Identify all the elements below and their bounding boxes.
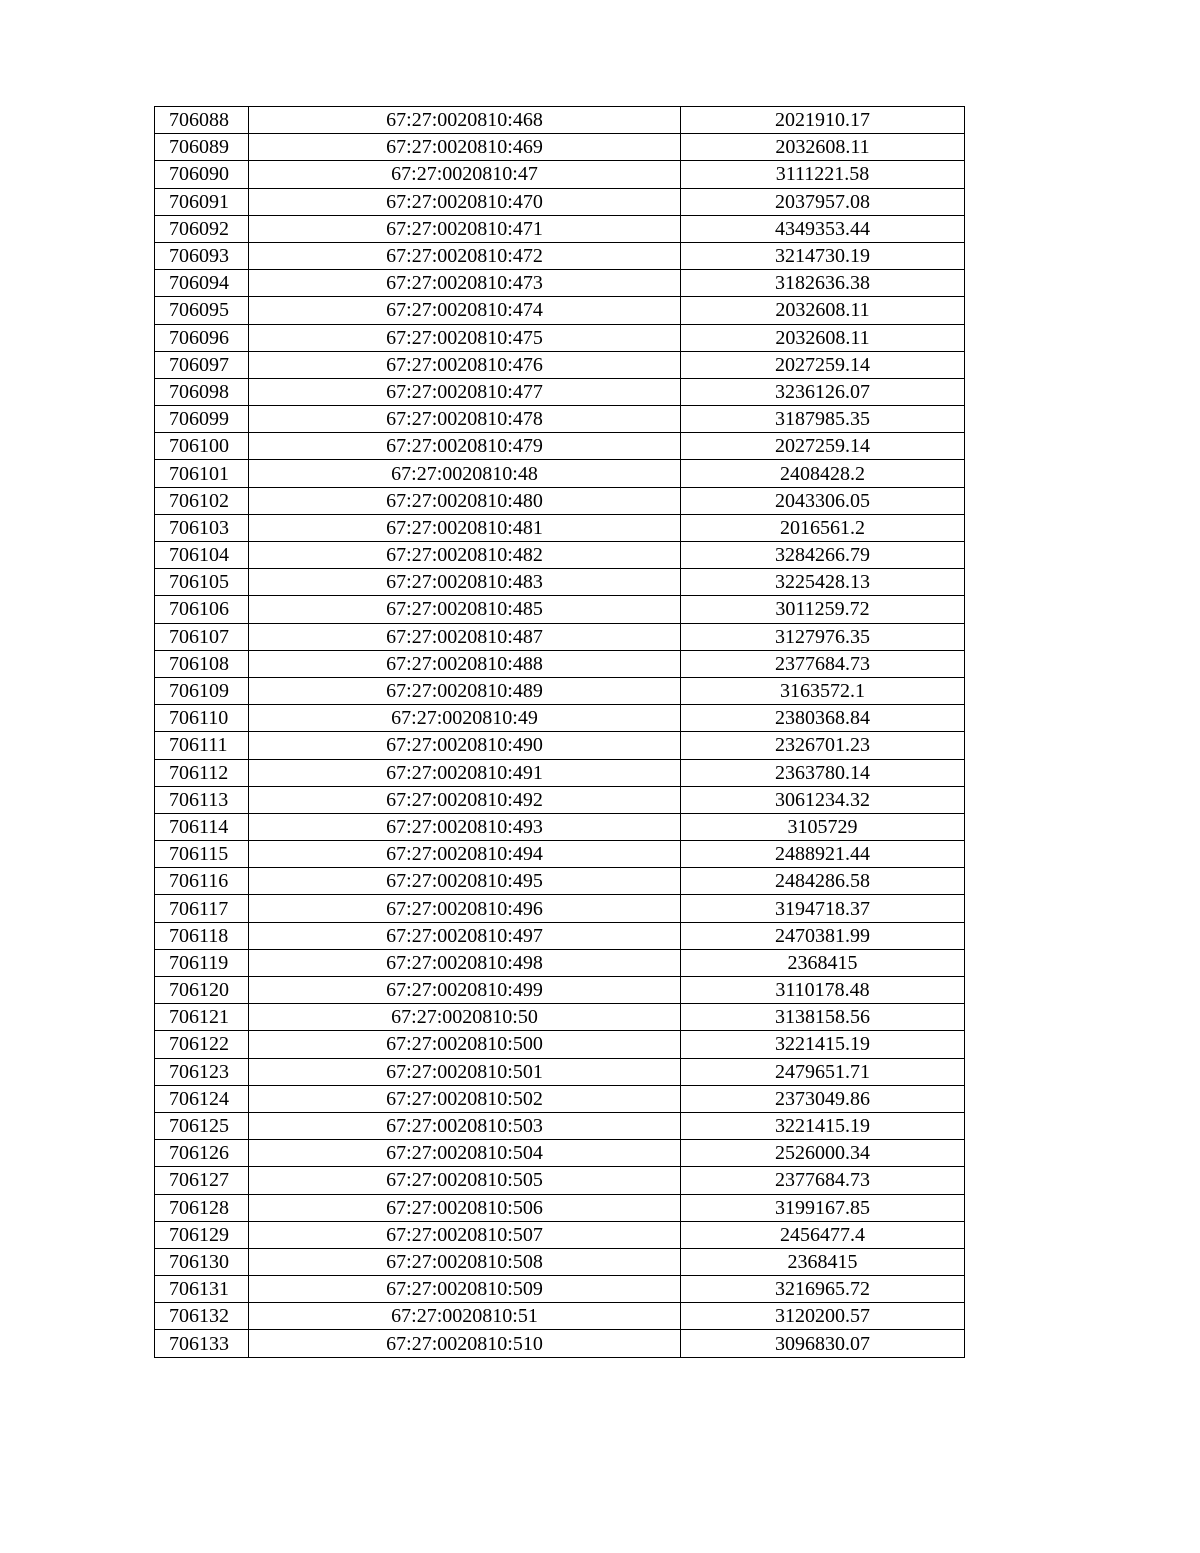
row-id-cell: 706127 bbox=[155, 1167, 249, 1194]
cadastral-value-cell: 2373049.86 bbox=[681, 1085, 965, 1112]
cadastral-value-cell: 2027259.14 bbox=[681, 351, 965, 378]
cadastral-number-cell: 67:27:0020810:470 bbox=[249, 188, 681, 215]
cadastral-number-cell: 67:27:0020810:502 bbox=[249, 1085, 681, 1112]
row-id-cell: 706107 bbox=[155, 623, 249, 650]
table-row bbox=[155, 949, 965, 976]
table-row bbox=[155, 242, 965, 269]
table-row bbox=[155, 215, 965, 242]
cadastral-number-cell: 67:27:0020810:471 bbox=[249, 215, 681, 242]
table-row bbox=[155, 1004, 965, 1031]
table-row bbox=[155, 732, 965, 759]
cadastral-number-cell: 67:27:0020810:495 bbox=[249, 868, 681, 895]
cadastral-number-cell: 67:27:0020810:507 bbox=[249, 1221, 681, 1248]
row-id-cell: 706130 bbox=[155, 1248, 249, 1275]
cadastral-number-cell: 67:27:0020810:47 bbox=[249, 161, 681, 188]
cadastral-value-cell: 2479651.71 bbox=[681, 1058, 965, 1085]
cadastral-number-cell: 67:27:0020810:503 bbox=[249, 1112, 681, 1139]
table-row bbox=[155, 1167, 965, 1194]
row-id-cell: 706088 bbox=[155, 107, 249, 134]
cadastral-value-cell: 3138158.56 bbox=[681, 1004, 965, 1031]
row-id-cell: 706090 bbox=[155, 161, 249, 188]
row-id-cell: 706115 bbox=[155, 841, 249, 868]
row-id-cell: 706116 bbox=[155, 868, 249, 895]
cadastral-value-cell: 2037957.08 bbox=[681, 188, 965, 215]
cadastral-number-cell: 67:27:0020810:476 bbox=[249, 351, 681, 378]
cadastral-value-cell: 3214730.19 bbox=[681, 242, 965, 269]
cadastral-value-cell: 2377684.73 bbox=[681, 1167, 965, 1194]
cadastral-number-cell: 67:27:0020810:493 bbox=[249, 813, 681, 840]
table-row bbox=[155, 542, 965, 569]
table-row bbox=[155, 1194, 965, 1221]
cadastral-number-cell: 67:27:0020810:487 bbox=[249, 623, 681, 650]
cadastral-number-cell: 67:27:0020810:468 bbox=[249, 107, 681, 134]
table-row bbox=[155, 324, 965, 351]
row-id-cell: 706129 bbox=[155, 1221, 249, 1248]
cadastral-number-cell: 67:27:0020810:51 bbox=[249, 1303, 681, 1330]
cadastral-number-cell: 67:27:0020810:49 bbox=[249, 705, 681, 732]
cadastral-value-cell: 2526000.34 bbox=[681, 1140, 965, 1167]
cadastral-value-cell: 3236126.07 bbox=[681, 378, 965, 405]
table-row bbox=[155, 161, 965, 188]
cadastral-number-cell: 67:27:0020810:472 bbox=[249, 242, 681, 269]
table-row bbox=[155, 107, 965, 134]
cadastral-number-cell: 67:27:0020810:481 bbox=[249, 514, 681, 541]
cadastral-number-cell: 67:27:0020810:482 bbox=[249, 542, 681, 569]
table-row bbox=[155, 596, 965, 623]
cadastral-value-cell: 3221415.19 bbox=[681, 1112, 965, 1139]
table-row bbox=[155, 270, 965, 297]
table-row bbox=[155, 351, 965, 378]
cadastral-value-cell: 3111221.58 bbox=[681, 161, 965, 188]
cadastral-value-cell: 3163572.1 bbox=[681, 677, 965, 704]
cadastral-value-cell: 3221415.19 bbox=[681, 1031, 965, 1058]
row-id-cell: 706131 bbox=[155, 1276, 249, 1303]
cadastral-value-table bbox=[154, 106, 965, 1358]
cadastral-number-cell: 67:27:0020810:498 bbox=[249, 949, 681, 976]
cadastral-number-cell: 67:27:0020810:510 bbox=[249, 1330, 681, 1357]
row-id-cell: 706114 bbox=[155, 813, 249, 840]
cadastral-number-cell: 67:27:0020810:491 bbox=[249, 759, 681, 786]
table-row bbox=[155, 297, 965, 324]
table-row bbox=[155, 677, 965, 704]
cadastral-number-cell: 67:27:0020810:496 bbox=[249, 895, 681, 922]
cadastral-value-cell: 3199167.85 bbox=[681, 1194, 965, 1221]
table-row bbox=[155, 1031, 965, 1058]
table-row bbox=[155, 813, 965, 840]
row-id-cell: 706095 bbox=[155, 297, 249, 324]
row-id-cell: 706112 bbox=[155, 759, 249, 786]
cadastral-number-cell: 67:27:0020810:494 bbox=[249, 841, 681, 868]
cadastral-number-cell: 67:27:0020810:478 bbox=[249, 406, 681, 433]
row-id-cell: 706105 bbox=[155, 569, 249, 596]
cadastral-value-cell: 2326701.23 bbox=[681, 732, 965, 759]
table-row bbox=[155, 1140, 965, 1167]
row-id-cell: 706094 bbox=[155, 270, 249, 297]
row-id-cell: 706132 bbox=[155, 1303, 249, 1330]
cadastral-value-cell: 2368415 bbox=[681, 1248, 965, 1275]
cadastral-value-cell: 2032608.11 bbox=[681, 134, 965, 161]
row-id-cell: 706122 bbox=[155, 1031, 249, 1058]
cadastral-value-cell: 3105729 bbox=[681, 813, 965, 840]
table-row bbox=[155, 1221, 965, 1248]
row-id-cell: 706100 bbox=[155, 433, 249, 460]
cadastral-value-cell: 3061234.32 bbox=[681, 786, 965, 813]
cadastral-number-cell: 67:27:0020810:479 bbox=[249, 433, 681, 460]
cadastral-value-cell: 2016561.2 bbox=[681, 514, 965, 541]
row-id-cell: 706124 bbox=[155, 1085, 249, 1112]
cadastral-number-cell: 67:27:0020810:477 bbox=[249, 378, 681, 405]
row-id-cell: 706118 bbox=[155, 922, 249, 949]
cadastral-number-cell: 67:27:0020810:473 bbox=[249, 270, 681, 297]
table-row bbox=[155, 1058, 965, 1085]
cadastral-value-cell: 2488921.44 bbox=[681, 841, 965, 868]
cadastral-value-cell: 3284266.79 bbox=[681, 542, 965, 569]
cadastral-value-cell: 3120200.57 bbox=[681, 1303, 965, 1330]
cadastral-value-cell: 2021910.17 bbox=[681, 107, 965, 134]
cadastral-number-cell: 67:27:0020810:48 bbox=[249, 460, 681, 487]
cadastral-value-cell: 2043306.05 bbox=[681, 487, 965, 514]
table-row bbox=[155, 433, 965, 460]
cadastral-value-cell: 2456477.4 bbox=[681, 1221, 965, 1248]
cadastral-value-cell: 3216965.72 bbox=[681, 1276, 965, 1303]
row-id-cell: 706104 bbox=[155, 542, 249, 569]
row-id-cell: 706106 bbox=[155, 596, 249, 623]
cadastral-number-cell: 67:27:0020810:489 bbox=[249, 677, 681, 704]
table-row bbox=[155, 1085, 965, 1112]
cadastral-value-cell: 2377684.73 bbox=[681, 650, 965, 677]
cadastral-value-cell: 3127976.35 bbox=[681, 623, 965, 650]
cadastral-number-cell: 67:27:0020810:505 bbox=[249, 1167, 681, 1194]
row-id-cell: 706111 bbox=[155, 732, 249, 759]
cadastral-value-cell: 2484286.58 bbox=[681, 868, 965, 895]
row-id-cell: 706108 bbox=[155, 650, 249, 677]
cadastral-number-cell: 67:27:0020810:485 bbox=[249, 596, 681, 623]
row-id-cell: 706103 bbox=[155, 514, 249, 541]
cadastral-number-cell: 67:27:0020810:504 bbox=[249, 1140, 681, 1167]
cadastral-number-cell: 67:27:0020810:480 bbox=[249, 487, 681, 514]
table-row bbox=[155, 759, 965, 786]
cadastral-number-cell: 67:27:0020810:488 bbox=[249, 650, 681, 677]
table-row bbox=[155, 487, 965, 514]
table-row bbox=[155, 786, 965, 813]
cadastral-number-cell: 67:27:0020810:508 bbox=[249, 1248, 681, 1275]
table-body bbox=[155, 107, 965, 1358]
cadastral-value-cell: 2032608.11 bbox=[681, 324, 965, 351]
cadastral-value-cell: 2368415 bbox=[681, 949, 965, 976]
cadastral-value-cell: 3194718.37 bbox=[681, 895, 965, 922]
table-row bbox=[155, 1112, 965, 1139]
row-id-cell: 706096 bbox=[155, 324, 249, 351]
row-id-cell: 706110 bbox=[155, 705, 249, 732]
cadastral-value-cell: 2363780.14 bbox=[681, 759, 965, 786]
table-row bbox=[155, 134, 965, 161]
table-row bbox=[155, 514, 965, 541]
row-id-cell: 706128 bbox=[155, 1194, 249, 1221]
cadastral-number-cell: 67:27:0020810:509 bbox=[249, 1276, 681, 1303]
cadastral-number-cell: 67:27:0020810:501 bbox=[249, 1058, 681, 1085]
cadastral-value-cell: 2470381.99 bbox=[681, 922, 965, 949]
cadastral-number-cell: 67:27:0020810:50 bbox=[249, 1004, 681, 1031]
row-id-cell: 706102 bbox=[155, 487, 249, 514]
row-id-cell: 706093 bbox=[155, 242, 249, 269]
cadastral-value-cell: 2380368.84 bbox=[681, 705, 965, 732]
row-id-cell: 706126 bbox=[155, 1140, 249, 1167]
cadastral-number-cell: 67:27:0020810:497 bbox=[249, 922, 681, 949]
row-id-cell: 706098 bbox=[155, 378, 249, 405]
row-id-cell: 706092 bbox=[155, 215, 249, 242]
row-id-cell: 706133 bbox=[155, 1330, 249, 1357]
table-row bbox=[155, 378, 965, 405]
cadastral-value-cell: 3110178.48 bbox=[681, 977, 965, 1004]
table-row bbox=[155, 977, 965, 1004]
cadastral-value-cell: 2027259.14 bbox=[681, 433, 965, 460]
cadastral-value-cell: 4349353.44 bbox=[681, 215, 965, 242]
row-id-cell: 706109 bbox=[155, 677, 249, 704]
table-row bbox=[155, 895, 965, 922]
cadastral-number-cell: 67:27:0020810:469 bbox=[249, 134, 681, 161]
row-id-cell: 706120 bbox=[155, 977, 249, 1004]
table-row bbox=[155, 1303, 965, 1330]
cadastral-value-cell: 3225428.13 bbox=[681, 569, 965, 596]
row-id-cell: 706089 bbox=[155, 134, 249, 161]
cadastral-value-cell: 3096830.07 bbox=[681, 1330, 965, 1357]
row-id-cell: 706121 bbox=[155, 1004, 249, 1031]
row-id-cell: 706097 bbox=[155, 351, 249, 378]
table-row bbox=[155, 623, 965, 650]
cadastral-value-cell: 3011259.72 bbox=[681, 596, 965, 623]
table-row bbox=[155, 705, 965, 732]
table-row bbox=[155, 1330, 965, 1357]
cadastral-number-cell: 67:27:0020810:483 bbox=[249, 569, 681, 596]
row-id-cell: 706123 bbox=[155, 1058, 249, 1085]
cadastral-number-cell: 67:27:0020810:499 bbox=[249, 977, 681, 1004]
table-row bbox=[155, 406, 965, 433]
table-row bbox=[155, 569, 965, 596]
table-row bbox=[155, 841, 965, 868]
row-id-cell: 706099 bbox=[155, 406, 249, 433]
cadastral-value-cell: 3187985.35 bbox=[681, 406, 965, 433]
cadastral-value-cell: 2408428.2 bbox=[681, 460, 965, 487]
table-row bbox=[155, 188, 965, 215]
row-id-cell: 706101 bbox=[155, 460, 249, 487]
row-id-cell: 706125 bbox=[155, 1112, 249, 1139]
cadastral-number-cell: 67:27:0020810:506 bbox=[249, 1194, 681, 1221]
table-row bbox=[155, 1248, 965, 1275]
row-id-cell: 706091 bbox=[155, 188, 249, 215]
table-row bbox=[155, 868, 965, 895]
table-row bbox=[155, 460, 965, 487]
table-row bbox=[155, 922, 965, 949]
cadastral-number-cell: 67:27:0020810:500 bbox=[249, 1031, 681, 1058]
row-id-cell: 706113 bbox=[155, 786, 249, 813]
cadastral-value-cell: 3182636.38 bbox=[681, 270, 965, 297]
cadastral-number-cell: 67:27:0020810:475 bbox=[249, 324, 681, 351]
cadastral-value-cell: 2032608.11 bbox=[681, 297, 965, 324]
cadastral-number-cell: 67:27:0020810:490 bbox=[249, 732, 681, 759]
row-id-cell: 706119 bbox=[155, 949, 249, 976]
cadastral-number-cell: 67:27:0020810:474 bbox=[249, 297, 681, 324]
row-id-cell: 706117 bbox=[155, 895, 249, 922]
table-row bbox=[155, 1276, 965, 1303]
table-row bbox=[155, 650, 965, 677]
cadastral-number-cell: 67:27:0020810:492 bbox=[249, 786, 681, 813]
